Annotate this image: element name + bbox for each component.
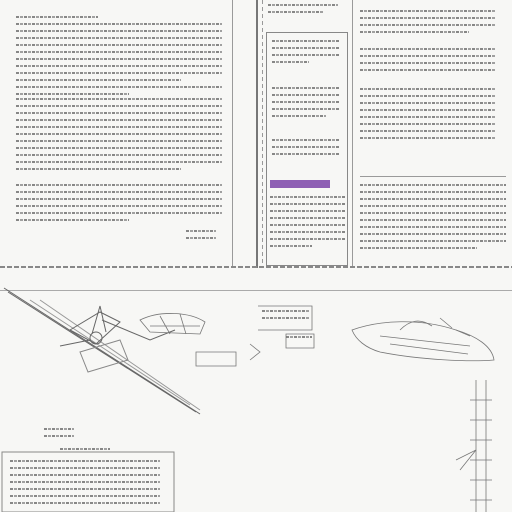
hand-sketch [352, 318, 494, 361]
drawing-label-1 [44, 428, 74, 442]
tower-sketch [456, 380, 492, 512]
drawing-label-4 [262, 310, 310, 324]
drawing-label-2 [60, 448, 110, 455]
aircraft-sketch [4, 288, 200, 414]
caption-text [10, 460, 160, 509]
drawing-label-3 [286, 336, 312, 343]
